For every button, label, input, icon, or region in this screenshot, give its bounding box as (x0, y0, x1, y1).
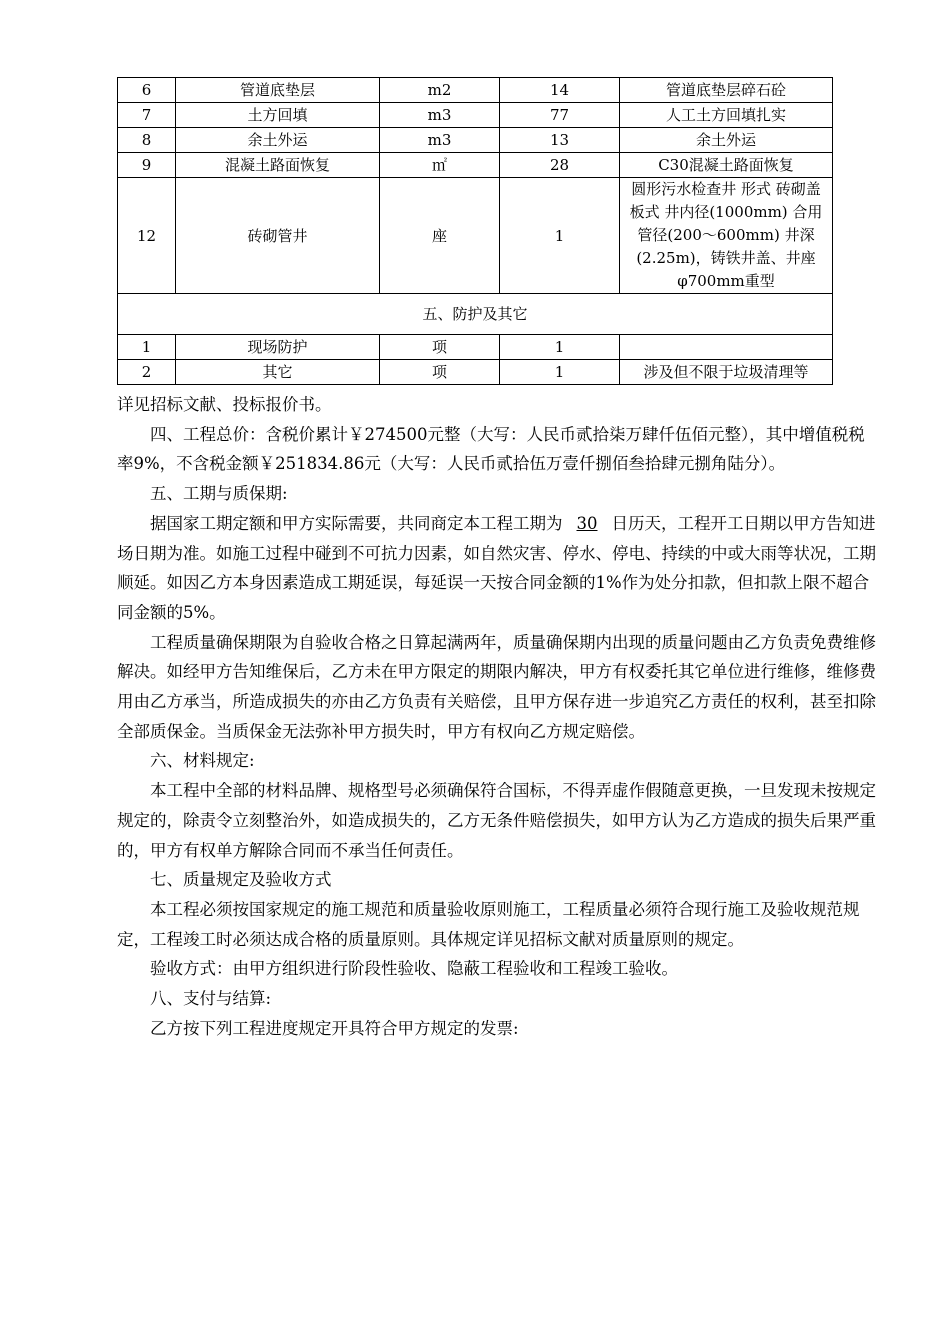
table-row (118, 78, 833, 103)
item-unit: m2 (380, 78, 500, 103)
table-row (118, 103, 833, 128)
row-number: 9 (118, 153, 176, 178)
table-row (118, 335, 833, 360)
row-number: 7 (118, 103, 176, 128)
invoice-clause: 乙方按下列工程进度规定开具符合甲方规定的发票: (150, 1018, 519, 1038)
row-number: 12 (118, 178, 176, 294)
item-quantity: 28 (500, 153, 620, 178)
item-name: 砖砌管井 (176, 178, 380, 294)
item-quantity: 1 (500, 360, 620, 385)
table-row (118, 153, 833, 178)
warranty-clause: 工程质量确保期限为自验收合格之日算起满两年，质量确保期内出现的质量问题由乙方负责免费维修解决。如经甲方告知维保后，乙方未在甲方限定的期限内解决，甲方有权委托其它单位进行维修，维修费用由乙方承当，所造成损失的亦由乙方负责有关赔偿，且甲方保存进一步追究乙方责任的权利，甚至扣除全部质保金。当质保金无法弥补甲方损失时，甲方有权向乙方规定赔偿。 (117, 632, 876, 741)
acceptance-method: 验收方式：由甲方组织进行阶段性验收、隐蔽工程验收和工程竣工验收。 (150, 959, 678, 979)
quality-clause: 本工程必须按国家规定的施工规范和质量验收原则施工，工程质量必须符合现行施工及验收规范规定，工程竣工时必须达成合格的质量原则。具体规定详见招标文献对质量原则的规定。 (117, 899, 860, 949)
item-unit: 座 (380, 178, 500, 294)
item-quantity: 1 (500, 178, 620, 294)
table-row (118, 360, 833, 385)
item-description: C30混凝土路面恢复 (620, 153, 833, 178)
section-heading-quality: 七、质量规定及验收方式 (150, 870, 332, 890)
bill-of-quantities-table (117, 77, 833, 385)
section-heading: 五、防护及其它 (118, 294, 833, 335)
row-number: 6 (118, 78, 176, 103)
materials-clause: 本工程中全部的材料品牌、规格型号必须确保符合国标，不得弄虚作假随意更换，一旦发现未按规定规定的，除责令立刻整治外，如造成损失的，乙方无条件赔偿损失，如甲方认为乙方造成的损失后果严重的，甲方有权单方解除合同而不承当任何责任。 (117, 781, 876, 860)
item-description: 管道底垫层碎石砼 (620, 78, 833, 103)
reference-note: 详见招标文献、投标报价书。 (117, 395, 332, 414)
section-heading-materials: 六、材料规定: (150, 751, 255, 771)
section-heading-payment: 八、支付与结算: (150, 989, 272, 1009)
item-name: 管道底垫层 (176, 78, 380, 103)
item-name: 余土外运 (176, 128, 380, 153)
row-number: 1 (118, 335, 176, 360)
item-quantity: 77 (500, 103, 620, 128)
item-unit: 项 (380, 360, 500, 385)
table-row (118, 178, 833, 294)
total-price-clause: 四、工程总价：含税价累计￥274500元整（大写：人民币贰拾柒万肆仟伍佰元整），其中增值税税率9%，不含税金额￥251834.86元（大写：人民币贰拾伍万壹仟捌佰叁拾肆元捌角陆分）。 (117, 424, 865, 474)
row-number: 2 (118, 360, 176, 385)
construction-period-clause (117, 509, 877, 628)
item-unit: 项 (380, 335, 500, 360)
item-description: 圆形污水检查井 形式 砖砌盖板式 井内径(1000mm) 合用管径(200～600mm) 井深(2.25m)，铸铁井盖、井座 φ700mm重型 (620, 178, 833, 294)
item-unit: m3 (380, 128, 500, 153)
item-description: 涉及但不限于垃圾清理等 (620, 360, 833, 385)
item-name: 土方回填 (176, 103, 380, 128)
item-description (620, 335, 833, 360)
item-description: 人工土方回填扎实 (620, 103, 833, 128)
item-quantity: 13 (500, 128, 620, 153)
row-number: 8 (118, 128, 176, 153)
section-heading-period: 五、工期与质保期: (150, 484, 288, 504)
item-name: 现场防护 (176, 335, 380, 360)
item-name: 其它 (176, 360, 380, 385)
period-days-value: 30 (576, 513, 598, 533)
item-unit: ㎡ (380, 153, 500, 178)
table-section-row (118, 294, 833, 335)
item-unit: m3 (380, 103, 500, 128)
contract-body (117, 390, 877, 1043)
item-name: 混凝土路面恢复 (176, 153, 380, 178)
period-text-start: 据国家工期定额和甲方实际需要，共同商定本工程工期为 (150, 513, 563, 533)
item-quantity: 14 (500, 78, 620, 103)
table-row (118, 128, 833, 153)
item-description: 余土外运 (620, 128, 833, 153)
item-quantity: 1 (500, 335, 620, 360)
period-text-end: 日历天，工程开工日期以甲方告知进场日期为准。如施工过程中碰到不可抗力因素，如自然灾害、停水、停电、持续的中或大雨等状况，工期顺延。如因乙方本身因素造成工期延误，每延误一天按合同金额的1%作为处分扣款，但扣款上限不超合同金额的5%。 (117, 513, 876, 622)
